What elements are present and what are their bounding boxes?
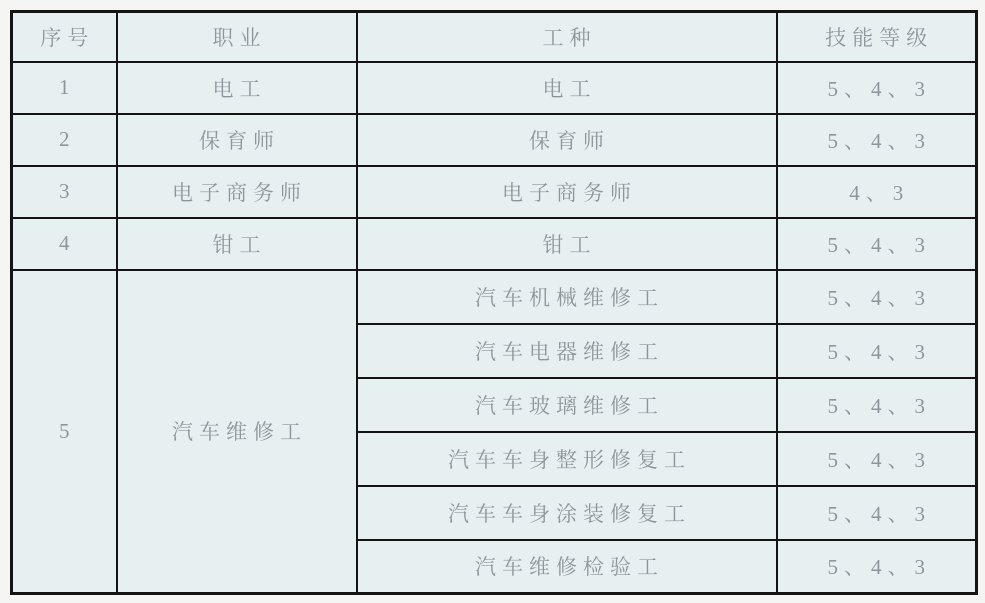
cell-skill-level: 5、4、3 — [777, 218, 977, 270]
cell-skill-level: 5、4、3 — [777, 378, 977, 432]
cell-skill-level: 5、4、3 — [777, 324, 977, 378]
cell-serial: 5 — [12, 270, 117, 594]
cell-serial: 4 — [12, 218, 117, 270]
cell-job-type: 汽车机械维修工 — [357, 270, 777, 324]
table-row — [12, 166, 977, 218]
cell-skill-level: 4、3 — [777, 166, 977, 218]
header-cell-job-type: 工种 — [357, 12, 777, 62]
cell-job-type: 电工 — [357, 62, 777, 114]
cell-serial: 3 — [12, 166, 117, 218]
header-cell-skill-level: 技能等级 — [777, 12, 977, 62]
cell-skill-level: 5、4、3 — [777, 114, 977, 166]
cell-job-type: 保育师 — [357, 114, 777, 166]
cell-skill-level: 5、4、3 — [777, 270, 977, 324]
table-row — [12, 270, 977, 324]
cell-occupation: 电子商务师 — [117, 166, 357, 218]
header-row — [12, 12, 977, 62]
cell-job-type: 汽车玻璃维修工 — [357, 378, 777, 432]
cell-job-type: 汽车车身涂装修复工 — [357, 486, 777, 540]
header-cell-occupation: 职业 — [117, 12, 357, 62]
cell-serial: 2 — [12, 114, 117, 166]
cell-occupation: 保育师 — [117, 114, 357, 166]
cell-occupation: 电工 — [117, 62, 357, 114]
table-row — [12, 114, 977, 166]
cell-skill-level: 5、4、3 — [777, 540, 977, 594]
table-row — [12, 62, 977, 114]
skill-level-table — [10, 10, 978, 595]
cell-occupation: 汽车维修工 — [117, 270, 357, 594]
cell-job-type: 汽车电器维修工 — [357, 324, 777, 378]
cell-skill-level: 5、4、3 — [777, 432, 977, 486]
cell-skill-level: 5、4、3 — [777, 62, 977, 114]
cell-serial: 1 — [12, 62, 117, 114]
cell-job-type: 汽车维修检验工 — [357, 540, 777, 594]
table-row — [12, 218, 977, 270]
cell-job-type: 电子商务师 — [357, 166, 777, 218]
cell-job-type: 钳工 — [357, 218, 777, 270]
cell-job-type: 汽车车身整形修复工 — [357, 432, 777, 486]
cell-occupation: 钳工 — [117, 218, 357, 270]
cell-skill-level: 5、4、3 — [777, 486, 977, 540]
header-cell-no: 序号 — [12, 12, 117, 62]
